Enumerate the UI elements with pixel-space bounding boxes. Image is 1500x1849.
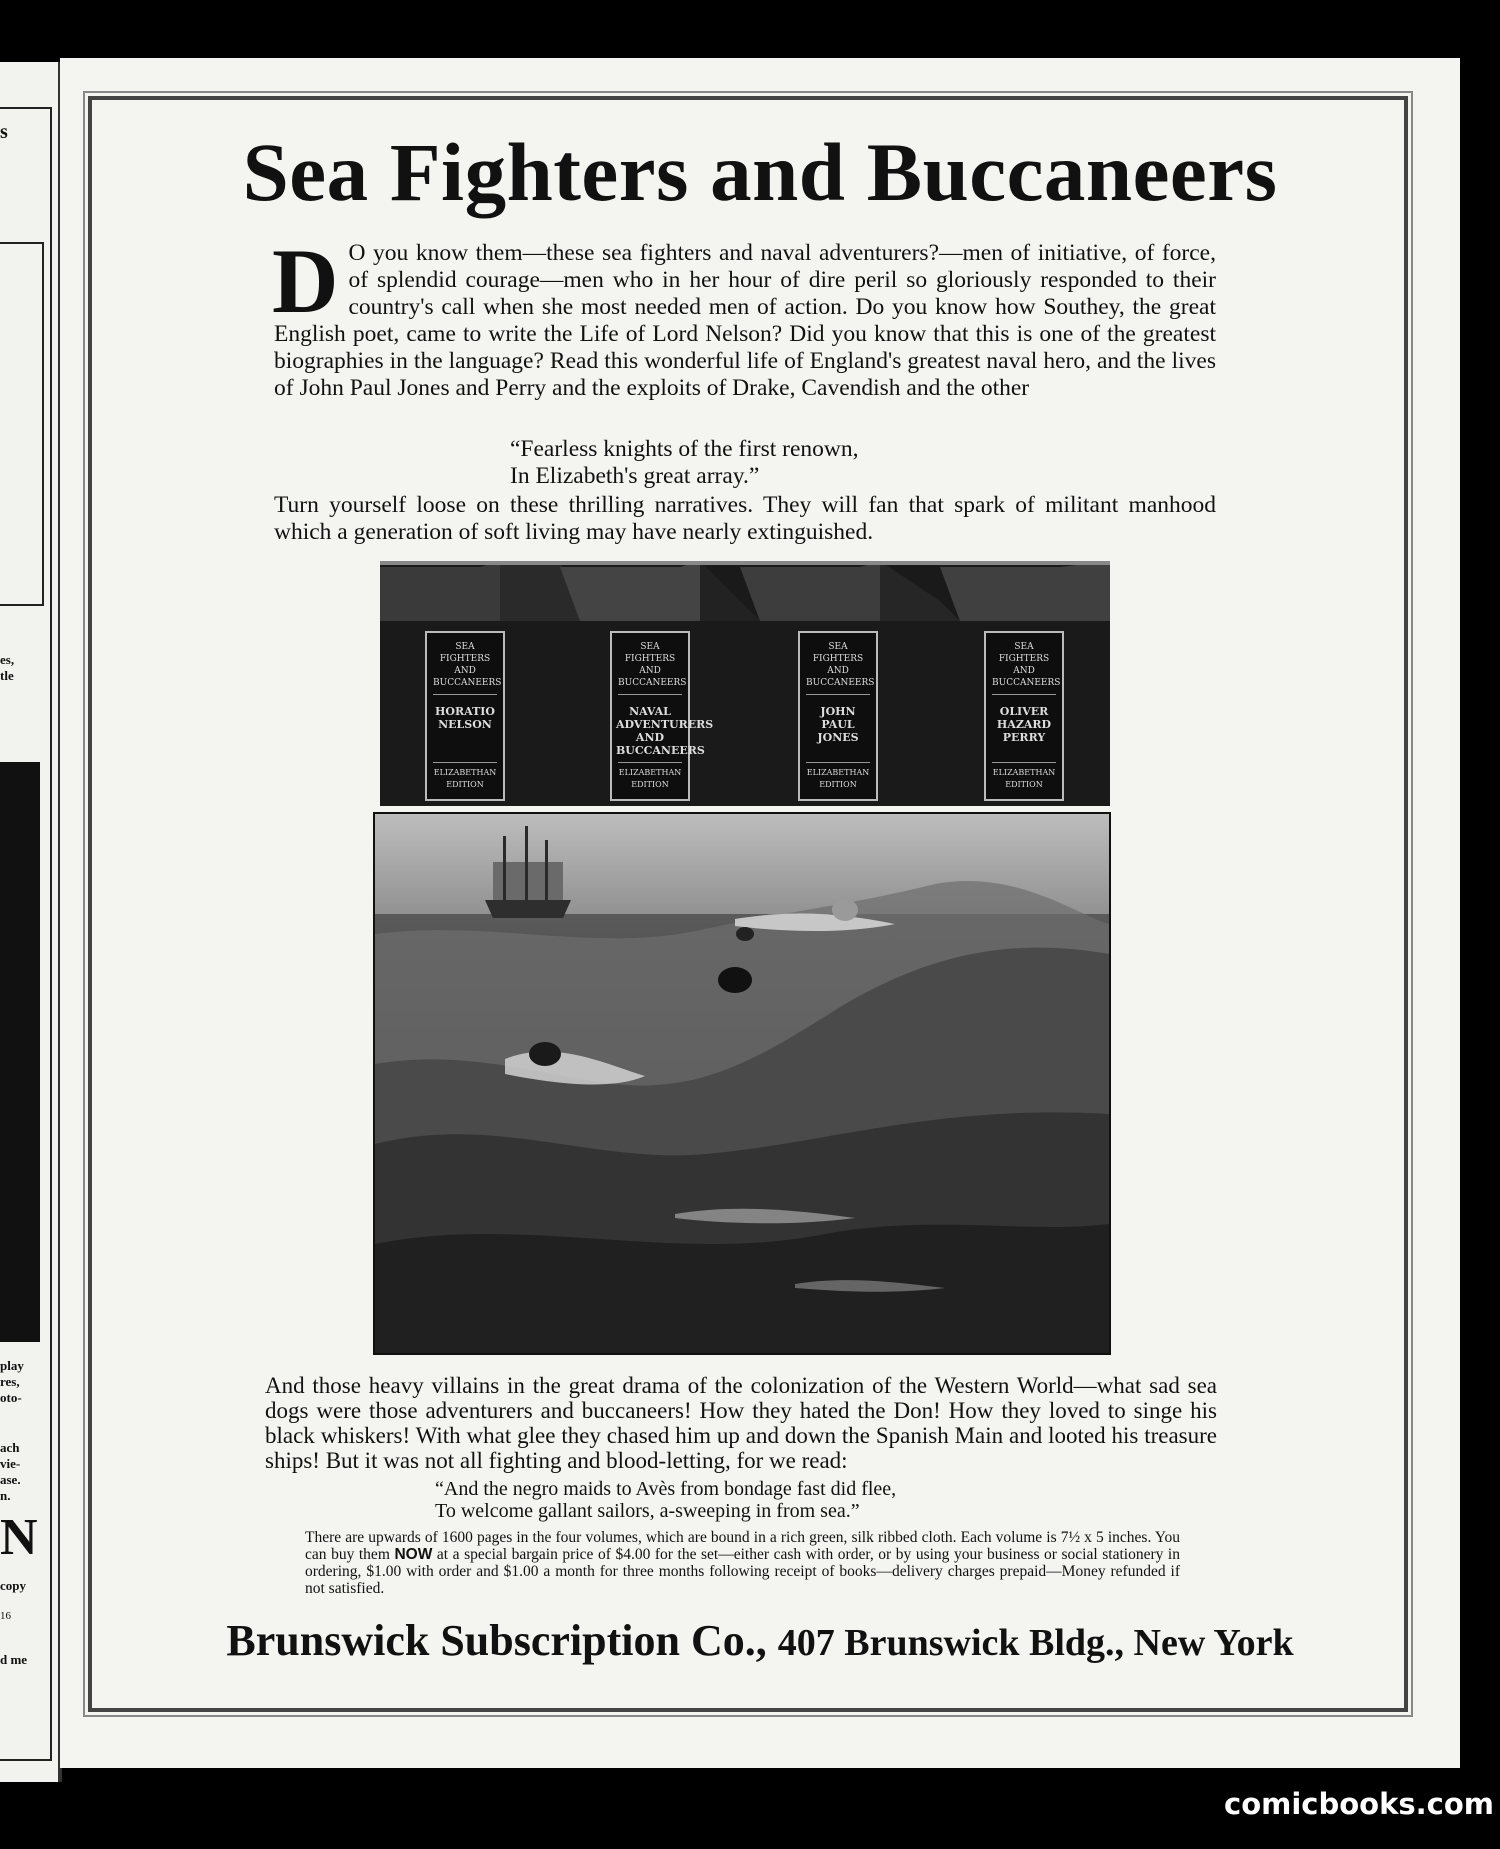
adjacent-page-fragment: tle (0, 668, 14, 683)
adjacent-page-fragment: d me (0, 1652, 28, 1667)
adjacent-page-fragment: N (0, 1509, 38, 1566)
adjacent-page-fragment: play (0, 1358, 24, 1373)
adjacent-page-fragment: res, (0, 1374, 20, 1389)
book-series-label: SEA FIGHTERS AND BUCCANEERS (433, 641, 497, 695)
adjacent-page-fragment: ach (0, 1440, 20, 1455)
adjacent-page-dark-block (0, 762, 40, 1342)
drop-cap: D (272, 230, 339, 332)
adjacent-page-fragment: vie- (0, 1456, 21, 1471)
book-tops-graphic (380, 561, 1110, 631)
adjacent-page-fragment: copy (0, 1578, 26, 1593)
adjacent-page-fragment: es, (0, 652, 15, 667)
adjacent-page-strip (0, 62, 62, 1782)
sea-scene-graphic (375, 814, 1109, 1353)
book-volume-title: OLIVER HAZARD PERRY (996, 705, 1052, 744)
book-spine (610, 631, 714, 801)
verse-line: “Fearless knights of the first renown, (510, 436, 859, 462)
book-volume-title: HORATIO NELSON (435, 705, 495, 731)
book-volume-title: JOHN PAUL JONES (817, 705, 859, 744)
offer-text: There are upwards of 1600 pages in the four volumes, which are bound in a rich green, silk ribbed cloth. Each volume is 7½ x 5 inches. You can buy them (305, 1529, 1180, 1563)
publisher-address: 407 Brunswick Bldg., New York (777, 1622, 1294, 1664)
site-watermark: comicbooks.com (1224, 1787, 1494, 1821)
adjacent-page-fragment: ase. (0, 1472, 21, 1487)
book-edition-label: ELIZABETHAN EDITION (806, 762, 870, 791)
verse-line: To welcome gallant sailors, a-sweeping in from sea.” (435, 1500, 860, 1522)
publisher-footer (60, 1615, 1460, 1666)
offer-emphasis: NOW (394, 1546, 433, 1563)
book-set-illustration (380, 561, 1110, 806)
page-title: Sea Fighters and Buccaneers (242, 126, 1278, 218)
book-edition-label: ELIZABETHAN EDITION (618, 762, 682, 791)
book-series-label: SEA FIGHTERS AND BUCCANEERS (806, 641, 870, 695)
second-paragraph: Turn yourself loose on these thrilling narratives. They will fan that spark of militant manhood which a generation of soft living may have nearly extinguished. (274, 492, 1216, 545)
advertisement-page (60, 58, 1460, 1768)
verse-quote-1 (510, 436, 859, 490)
book-series-label: SEA FIGHTERS AND BUCCANEERS (992, 641, 1056, 695)
adjacent-page-box (0, 242, 44, 606)
adjacent-page-fragment: s (0, 121, 8, 143)
sea-painting-illustration (373, 812, 1111, 1355)
offer-fine-print (305, 1529, 1180, 1597)
verse-line: “And the negro maids to Avès from bondage fast did flee, (435, 1478, 897, 1500)
offer-text: at a special bargain price of $4.00 for the set—either cash with order, or by using your business or social stationery in ordering, $1.00 with order and $1.00 a month for three months following receipt of books—delivery charges prepaid—Money refunded if not satisfied. (305, 1546, 1180, 1597)
intro-paragraph (272, 230, 1216, 402)
adjacent-page-fragment: n. (0, 1488, 11, 1503)
third-paragraph: And those heavy villains in the great drama of the colonization of the Western World—what sad sea dogs were those adventurers and buccaneers! How they hated the Don! How they loved to singe his black whiskers! With what glee they chased him up and down the Spanish Main and looted his treasure ships! But it was not all fighting and blood-letting, for we read: (265, 1373, 1217, 1473)
book-edition-label: ELIZABETHAN EDITION (992, 762, 1056, 791)
verse-line: In Elizabeth's great array.” (510, 463, 760, 489)
publisher-name: Brunswick Subscription Co., (226, 1616, 767, 1665)
book-series-label: SEA FIGHTERS AND BUCCANEERS (618, 641, 682, 695)
adjacent-page-fragment: 16 (0, 1610, 11, 1622)
book-spine (425, 631, 505, 801)
book-volume-title: NAVAL ADVENTURERS AND BUCCANEERS (616, 705, 714, 757)
book-edition-label: ELIZABETHAN EDITION (433, 762, 497, 791)
adjacent-page-fragment: oto- (0, 1390, 22, 1405)
book-spine (984, 631, 1064, 801)
intro-text: O you know them—these sea fighters and naval adventurers?—men of initiative, of force, of splendid courage—men who in her hour of dire peril so gloriously responded to their country's call when she most needed men of action. Do you know how Southey, the great English poet, came to write the Life of Lord Nelson? Did you know that this is one of the greatest biographies in the language? Read this wonderful life of England's greatest naval hero, and the lives of John Paul Jones and Perry and the exploits of Drake, Cavendish and the other (274, 240, 1216, 401)
verse-quote-2 (435, 1478, 896, 1522)
book-spine (798, 631, 878, 801)
